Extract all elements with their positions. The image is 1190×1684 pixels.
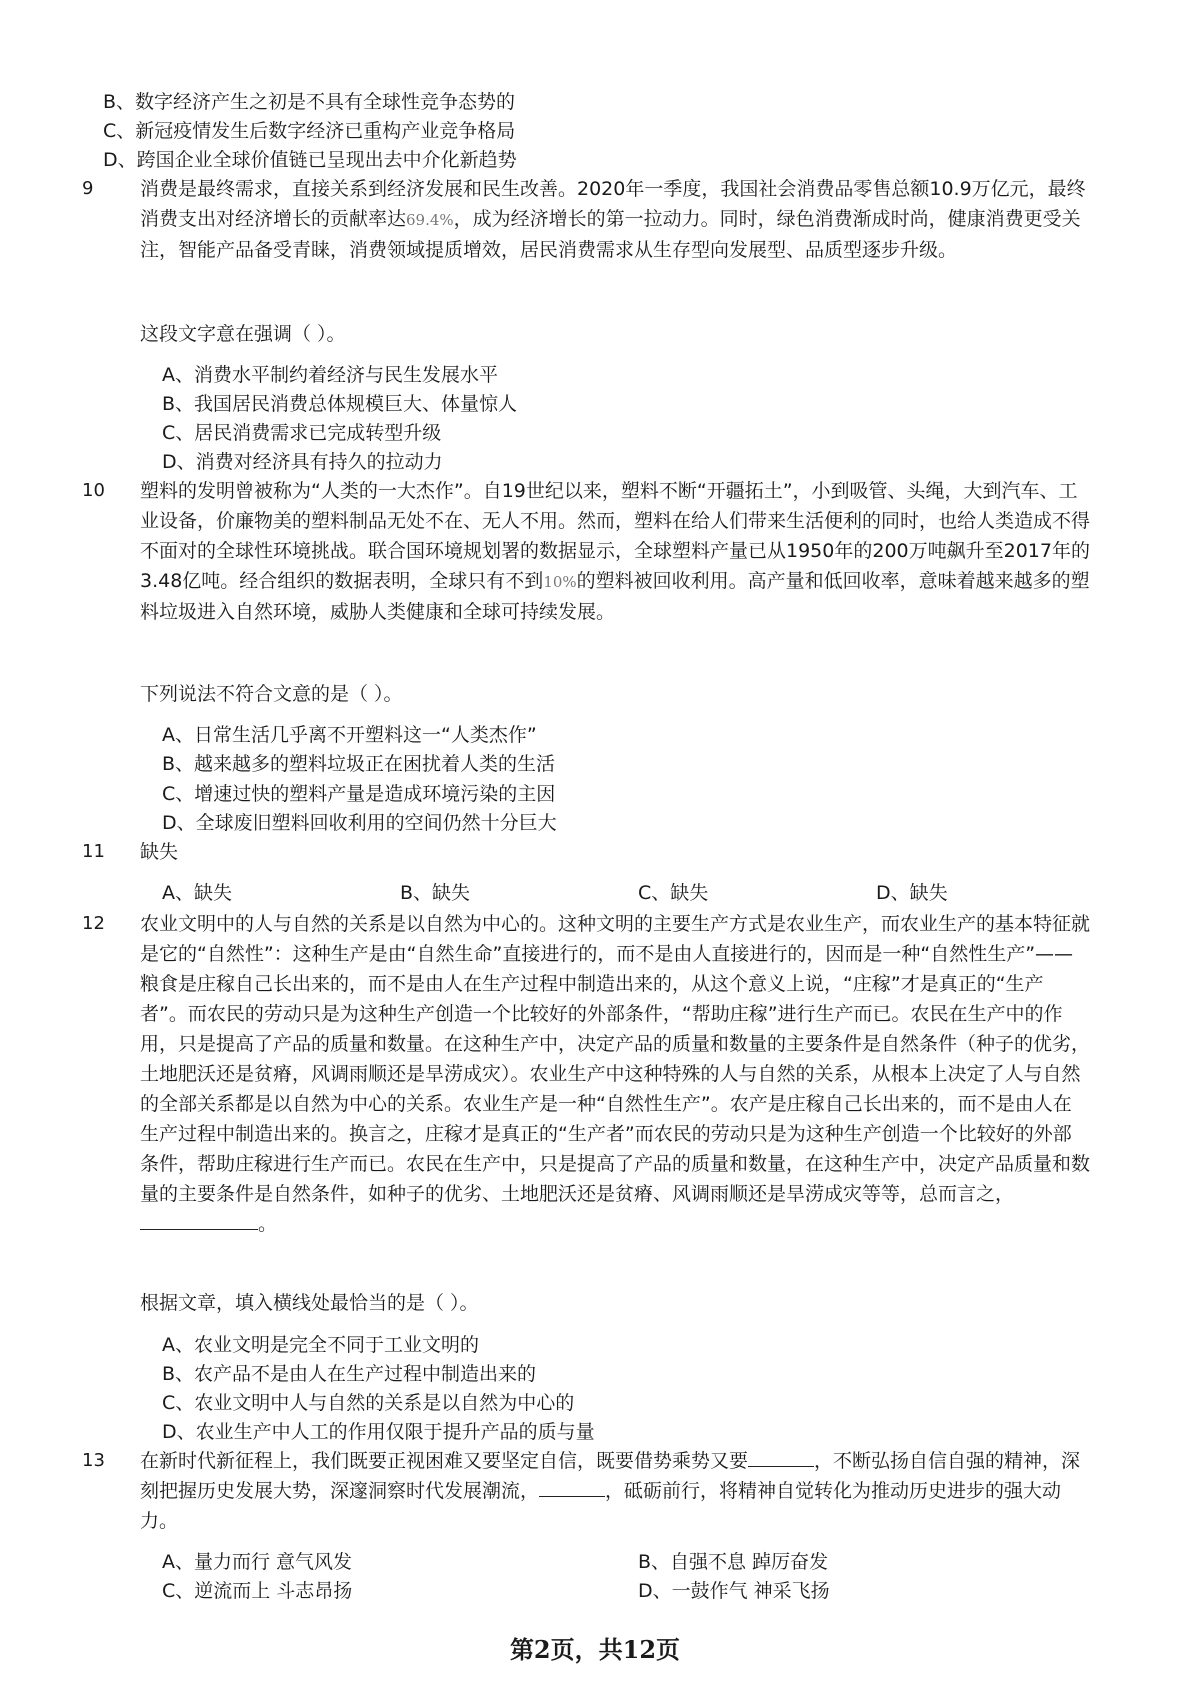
question-13-option-a: A、量力而行 意气风发 xyxy=(162,1551,353,1573)
question-13-option-c: C、逆流而上 斗志昂扬 xyxy=(162,1580,353,1602)
question-13-option-d: D、一鼓作气 神采飞扬 xyxy=(638,1580,830,1602)
answer-blank-1 xyxy=(748,1448,814,1467)
percent-figure: 10% xyxy=(543,573,577,591)
question-12-text: 农业文明中的人与自然的关系是以自然为中心的。这种文明的主要生产方式是农业生产，而农业生产的基本特征就是它的“自然性”：这种生产是由“自然生命”直接进行的，而不是由人直接进行的，因而是一种“自然性生产”——粮食是庄稼自己长出来的，而不是由人在生产过程中制造出来的，从这个意义上说，“庄稼”才是真正的“生产者”。而农民的劳动只是为这种生产创造一个比较好的外部条件，“帮助庄稼”进行生产而已。农民在生产中的作用，只是提高了产品的质量和数量。在这种生产中，决定产品的质量和数量的主要条件是自然条件（种子的优劣，土地肥沃还是贫瘠，风调雨顺还是旱涝成灾）。农业生产中这种特殊的人与自然的关系，从根本上决定了人与自然的全部关系都是以自然为中心的关系。农业生产是一种“自然性生产”。农产是庄稼自己长出来的，而不是由人在生产过程中制造出来的。换言之，庄稼才是真正的“生产者”而农民的劳动只是为这种生产创造一个比较好的外部条件，帮助庄稼进行生产而已。农民在生产中，只是提高了产品的质量和数量，在这种生产中，决定产品质量和数量的主要条件是自然条件，如种子的优劣、土地肥沃还是贫瘠、风调雨顺还是旱涝成灾等等，总而言之，。 xyxy=(140,913,1091,1235)
option-c-prev: C、新冠疫情发生后数字经济已重构产业竞争格局 xyxy=(103,120,516,142)
page-footer: 第2页，共12页 xyxy=(509,1635,681,1664)
question-9-option-c: C、居民消费需求已完成转型升级 xyxy=(162,422,442,444)
answer-blank xyxy=(140,1211,258,1230)
option-d-prev: D、跨国企业全球价值链已呈现出去中介化新趋势 xyxy=(103,149,517,171)
question-13-text: 在新时代新征程上，我们既要正视困难又要坚定自信，既要借势乘势又要 ，不断弘扬自信自强的精神，深刻把握历史发展大势，深邃洞察时代发展潮流， ，砥砺前行，将精神自觉转化为推动历史进步的强大动力。 xyxy=(140,1450,1081,1532)
question-11-option-d: D、缺失 xyxy=(876,882,948,904)
question-9-option-b: B、我国居民消费总体规模巨大、体量惊人 xyxy=(162,393,518,415)
question-11-number: 11 xyxy=(82,841,105,862)
question-10-stem: 下列说法不符合文意的是（ ）。 xyxy=(140,683,403,705)
question-12-option-d: D、农业生产中人工的作用仅限于提升产品的质与量 xyxy=(162,1421,595,1443)
question-9-text: 消费是最终需求，直接关系到经济发展和民生改善。2020年一季度，我国社会消费品零售总额10.9万亿元，最终消费支出对经济增长的贡献率达69.4%，成为经济增长的第一拉动力。同时，绿色消费渐成时尚，健康消费更受关注，智能产品备受青睐，消费领域提质增效，居民消费需求从生存型向发展型、品质型逐步升级。 xyxy=(140,178,1086,261)
question-10-option-a: A、日常生活几乎离不开塑料这一“人类杰作” xyxy=(162,724,537,746)
percent-figure: 69.4% xyxy=(406,211,454,229)
question-13-option-b: B、自强不息 踔厉奋发 xyxy=(638,1551,829,1573)
question-10-number: 10 xyxy=(82,480,105,501)
question-9-option-a: A、消费水平制约着经济与民生发展水平 xyxy=(162,364,498,386)
option-b-prev: B、数字经济产生之初是不具有全球性竞争态势的 xyxy=(103,91,516,113)
question-12-stem: 根据文章，填入横线处最恰当的是（ ）。 xyxy=(140,1292,479,1314)
question-10-option-c: C、增速过快的塑料产量是造成环境污染的主因 xyxy=(162,783,556,805)
question-13-number: 13 xyxy=(82,1450,105,1471)
question-9-stem: 这段文字意在强调（ ）。 xyxy=(140,323,346,345)
question-12-option-a: A、农业文明是完全不同于工业文明的 xyxy=(162,1334,479,1356)
question-11-option-b: B、缺失 xyxy=(400,882,471,904)
question-11-option-a: A、缺失 xyxy=(162,882,232,904)
question-9-number: 9 xyxy=(82,178,94,199)
question-10-text: 塑料的发明曾被称为“人类的一大杰作”。自19世纪以来，塑料不断“开疆拓土”，小到吸管、头绳，大到汽车、工业设备，价廉物美的塑料制品无处不在、无人不用。然而，塑料在给人们带来生活便利的同时，也给人类造成不得不面对的全球性环境挑战。联合国环境规划署的数据显示，全球塑料产量已从1950年的200万吨飙升至2017年的3.48亿吨。经合组织的数据表明，全球只有不到10%的塑料被回收利用。高产量和低回收率，意味着越来越多的塑料垃圾进入自然环境，威胁人类健康和全球可持续发展。 xyxy=(140,480,1091,623)
question-11-option-c: C、缺失 xyxy=(638,882,709,904)
question-10-option-d: D、全球废旧塑料回收利用的空间仍然十分巨大 xyxy=(162,812,557,834)
question-12-number: 12 xyxy=(82,913,105,934)
question-12-option-b: B、农产品不是由人在生产过程中制造出来的 xyxy=(162,1363,537,1385)
question-12-option-c: C、农业文明中人与自然的关系是以自然为中心的 xyxy=(162,1392,575,1414)
answer-blank-2 xyxy=(539,1478,605,1497)
question-11-text: 缺失 xyxy=(140,841,179,863)
question-10-option-b: B、越来越多的塑料垃圾正在困扰着人类的生活 xyxy=(162,753,556,775)
question-9-option-d: D、消费对经济具有持久的拉动力 xyxy=(162,451,443,473)
